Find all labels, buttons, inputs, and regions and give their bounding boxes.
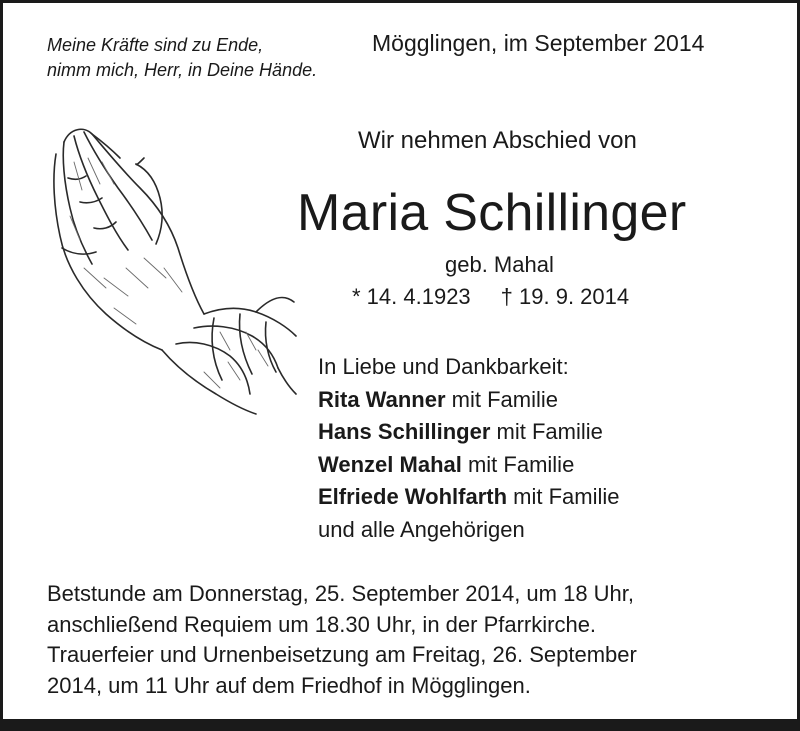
mourner-name: Elfriede Wohlfarth [318,484,508,509]
mourner-name: Wenzel Mahal [318,451,462,477]
mourner-name: Rita Wanner [318,386,446,412]
mourner-suffix: mit Familie [445,386,558,412]
mourners-closing: und alle Angehörigen [318,516,525,542]
mourners-heading: In Liebe und Dankbarkeit: [318,354,569,379]
life-dates [352,284,629,310]
motto-verse [47,33,317,83]
service-line-1: Betstunde am Donnerstag, 25. September 2014, um 18 Uhr, [47,581,635,606]
list-item [318,416,620,449]
praying-hands-icon [44,118,302,420]
mourner-name: Hans Schillinger [318,419,491,444]
motto-line-2: nimm mich, Herr, in Deine Hände. [47,60,318,80]
farewell-intro: Wir nehmen Abschied von [358,127,637,154]
service-line-4: 2014, um 11 Uhr auf dem Friedhof in Mögglingen. [47,672,531,698]
deceased-name: Maria Schillinger [297,184,687,242]
motto-line-1: Meine Kräfte sind zu Ende, [47,35,264,55]
list-item [318,384,620,417]
list-item [318,481,620,514]
mourners-list [318,351,620,546]
service-line-3: Trauerfeier und Urnenbeisetzung am Freitag, 26. September [47,642,637,667]
mourner-suffix: mit Familie [507,484,620,509]
service-line-2: anschließend Requiem um 18.30 Uhr, in der Pfarrkirche. [47,611,597,637]
list-item [318,449,620,482]
birth-date: * 14. 4.1923 [352,284,471,309]
death-date: † 19. 9. 2014 [500,284,630,309]
place-date: Mögglingen, im September 2014 [372,30,705,56]
mourner-suffix: mit Familie [461,451,575,477]
mourner-suffix: mit Familie [490,419,603,444]
service-details [47,579,637,701]
birth-name: geb. Mahal [445,252,554,277]
